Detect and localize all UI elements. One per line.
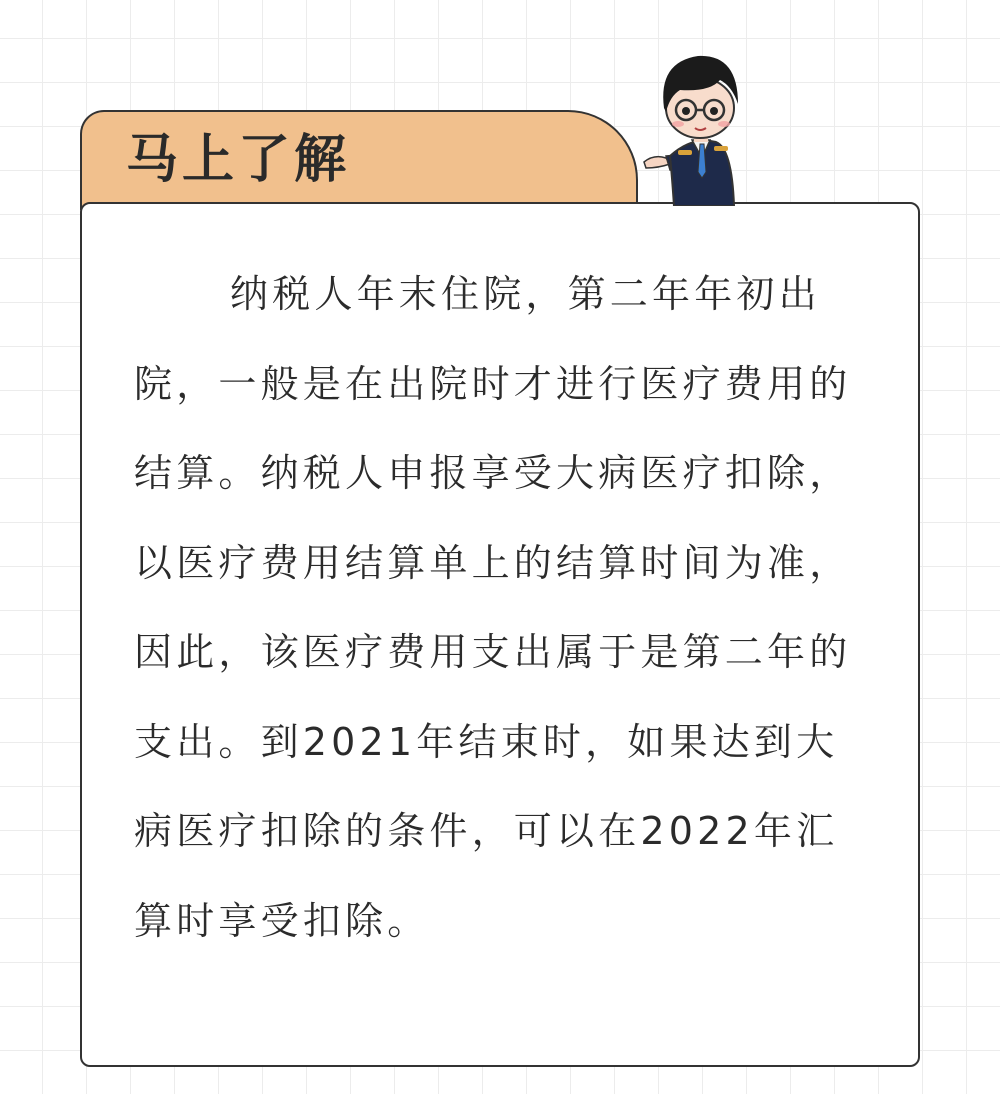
content-card (80, 202, 920, 1067)
section-title: 马上了解 (126, 130, 351, 190)
body-paragraph: 纳税人年末住院，第二年年初出院，一般是在出院时才进行医疗费用的结算。纳税人申报享受大病医疗扣除，以医疗费用结算单上的结算时间为准，因此，该医疗费用支出属于是第二年的支出。到2021年结束时，如果达到大病医疗扣除的条件，可以在2022年汇算时享受扣除。 (134, 272, 852, 943)
title-tab (80, 110, 638, 210)
tax-officer-mascot-icon (640, 36, 750, 206)
